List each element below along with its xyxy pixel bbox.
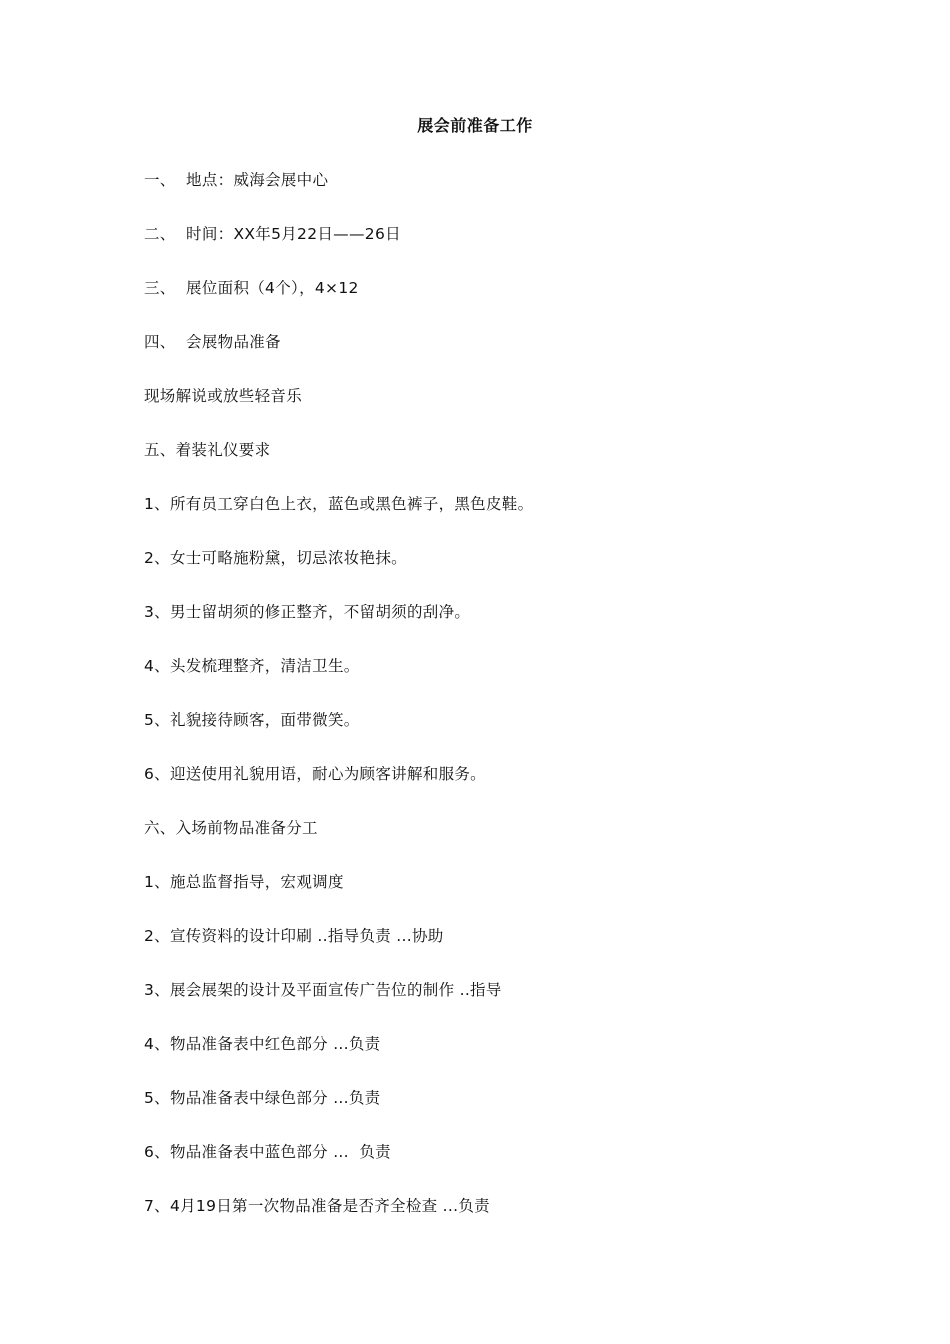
- list-item: 6、迎送使用礼貌用语，耐心为顾客讲解和服务。: [144, 765, 486, 783]
- line-onsite-music: 现场解说或放些轻音乐: [144, 387, 303, 405]
- list-item: 4、头发梳理整齐，清洁卫生。: [144, 657, 360, 675]
- list-item: 2、宣传资料的设计印刷 ..指导负责 ...协助: [144, 927, 444, 945]
- section-dress-etiquette: 五、着装礼仪要求: [144, 441, 271, 459]
- list-item: 6、物品准备表中蓝色部分 ... 负责: [144, 1143, 391, 1161]
- list-item: 7、4月19日第一次物品准备是否齐全检查 ...负责: [144, 1197, 490, 1215]
- list-item: 3、男士留胡须的修正整齐，不留胡须的刮净。: [144, 603, 471, 621]
- section-preparation-division: 六、入场前物品准备分工: [144, 819, 318, 837]
- list-item: 5、物品准备表中绿色部分 ...负责: [144, 1089, 381, 1107]
- line-booth-area: 三、 展位面积（4个），4×12: [144, 279, 359, 297]
- list-item: 1、施总监督指导，宏观调度: [144, 873, 344, 891]
- line-time: 二、 时间：XX年5月22日——26日: [144, 225, 401, 243]
- document-title: 展会前准备工作: [417, 116, 533, 135]
- document-body: [144, 170, 844, 1250]
- list-item: 4、物品准备表中红色部分 ...负责: [144, 1035, 381, 1053]
- list-item: 3、展会展架的设计及平面宣传广告位的制作 ..指导: [144, 981, 502, 999]
- list-item: 1、所有员工穿白色上衣，蓝色或黑色裤子，黑色皮鞋。: [144, 495, 534, 513]
- list-item: 5、礼貌接待顾客，面带微笑。: [144, 711, 360, 729]
- line-location: 一、 地点：威海会展中心: [144, 171, 329, 189]
- list-item: 2、女士可略施粉黛，切忌浓妆艳抹。: [144, 549, 407, 567]
- line-exhibition-items: 四、 会展物品准备: [144, 333, 281, 351]
